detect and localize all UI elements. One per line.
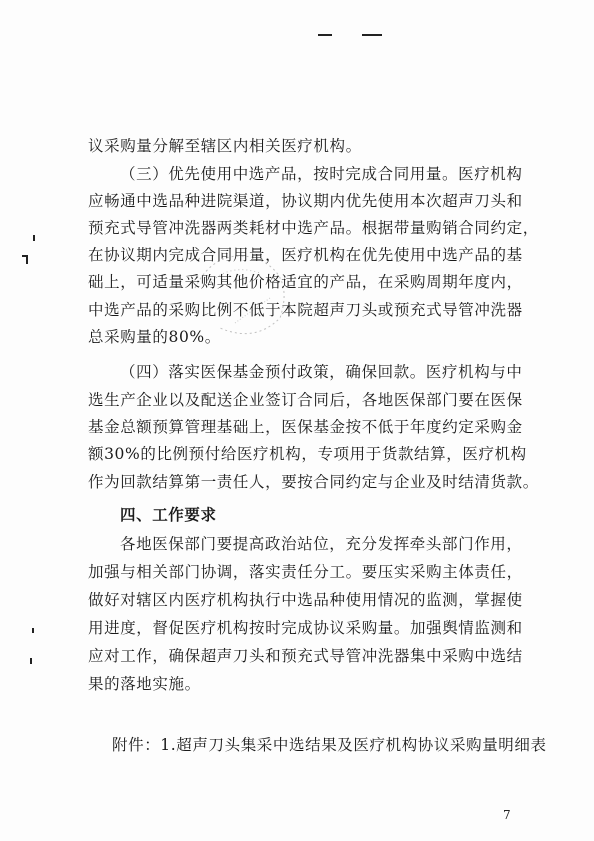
text-line-19: 应对工作，确保超声刀头和预充式导管冲洗器集中采购中选结 [88,647,523,665]
text-line-15: 各地医保部门要提高政治站位，充分发挥牵头部门作用， [120,535,523,553]
scan-mark-top-1 [318,34,332,36]
text-line-7: 中选产品的采购比例不低于本院超声刀头或预充式导管冲洗器 [88,301,523,319]
attachment-line: 附件：1.超声刀头集采中选结果及医疗机构协议采购量明细表 [112,736,547,754]
text-line-16: 加强与相关部门协调，落实责任分工。要压实采购主体责任， [88,563,523,581]
text-line-5: 在协议期内完成合同用量，医疗机构在优先使用中选产品的基 [88,246,523,264]
text-line-10: 选生产企业以及配送企业签订合同后，各地医保部门要在医保 [88,391,523,409]
text-line-4: 预充式导管冲洗器两类耗材中选产品。根据带量购销合同约定， [88,219,539,237]
scan-mark-top-2 [362,34,382,36]
scan-mark-left-5 [30,658,32,664]
text-line-3: 应畅通中选品种进院渠道，协议期内优先使用本次超声刀头和 [88,192,523,210]
section-heading-4: （四）落实医保基金预付政策，确保回款。医疗机构与中 [120,363,523,381]
text-line-1: 议采购量分解至辖区内相关医疗机构。 [88,137,362,155]
scan-mark-left-1 [33,235,35,241]
section-heading-work-requirements: 四、工作要求 [120,505,217,524]
text-line-17: 做好对辖区内医疗机构执行中选品种使用情况的监测，掌握使 [88,591,523,609]
text-line-6: 础上，可适量采购其他价格适宜的产品，在采购周期年度内， [88,273,523,291]
page-number: 7 [503,808,511,822]
scan-mark-left-3 [26,255,28,264]
text-line-12: 额30%的比例预付给医疗机构，专项用于货款结算，医疗机构 [88,445,527,463]
text-line-11: 基金总额预算管理基础上，医保基金按不低于年度约定采购金 [88,418,523,436]
section-heading-3: （三）优先使用中选产品，按时完成合同用量。医疗机构 [120,165,523,183]
text-line-8: 总采购量的80%。 [88,328,221,346]
text-line-13: 作为回款结算第一责任人，要按合同约定与企业及时结清货款。 [88,473,539,491]
text-line-20: 果的落地实施。 [88,675,201,693]
text-line-18: 用进度，督促医疗机构按时完成协议采购量。加强舆情监测和 [88,619,523,637]
scan-mark-left-4 [32,628,34,633]
